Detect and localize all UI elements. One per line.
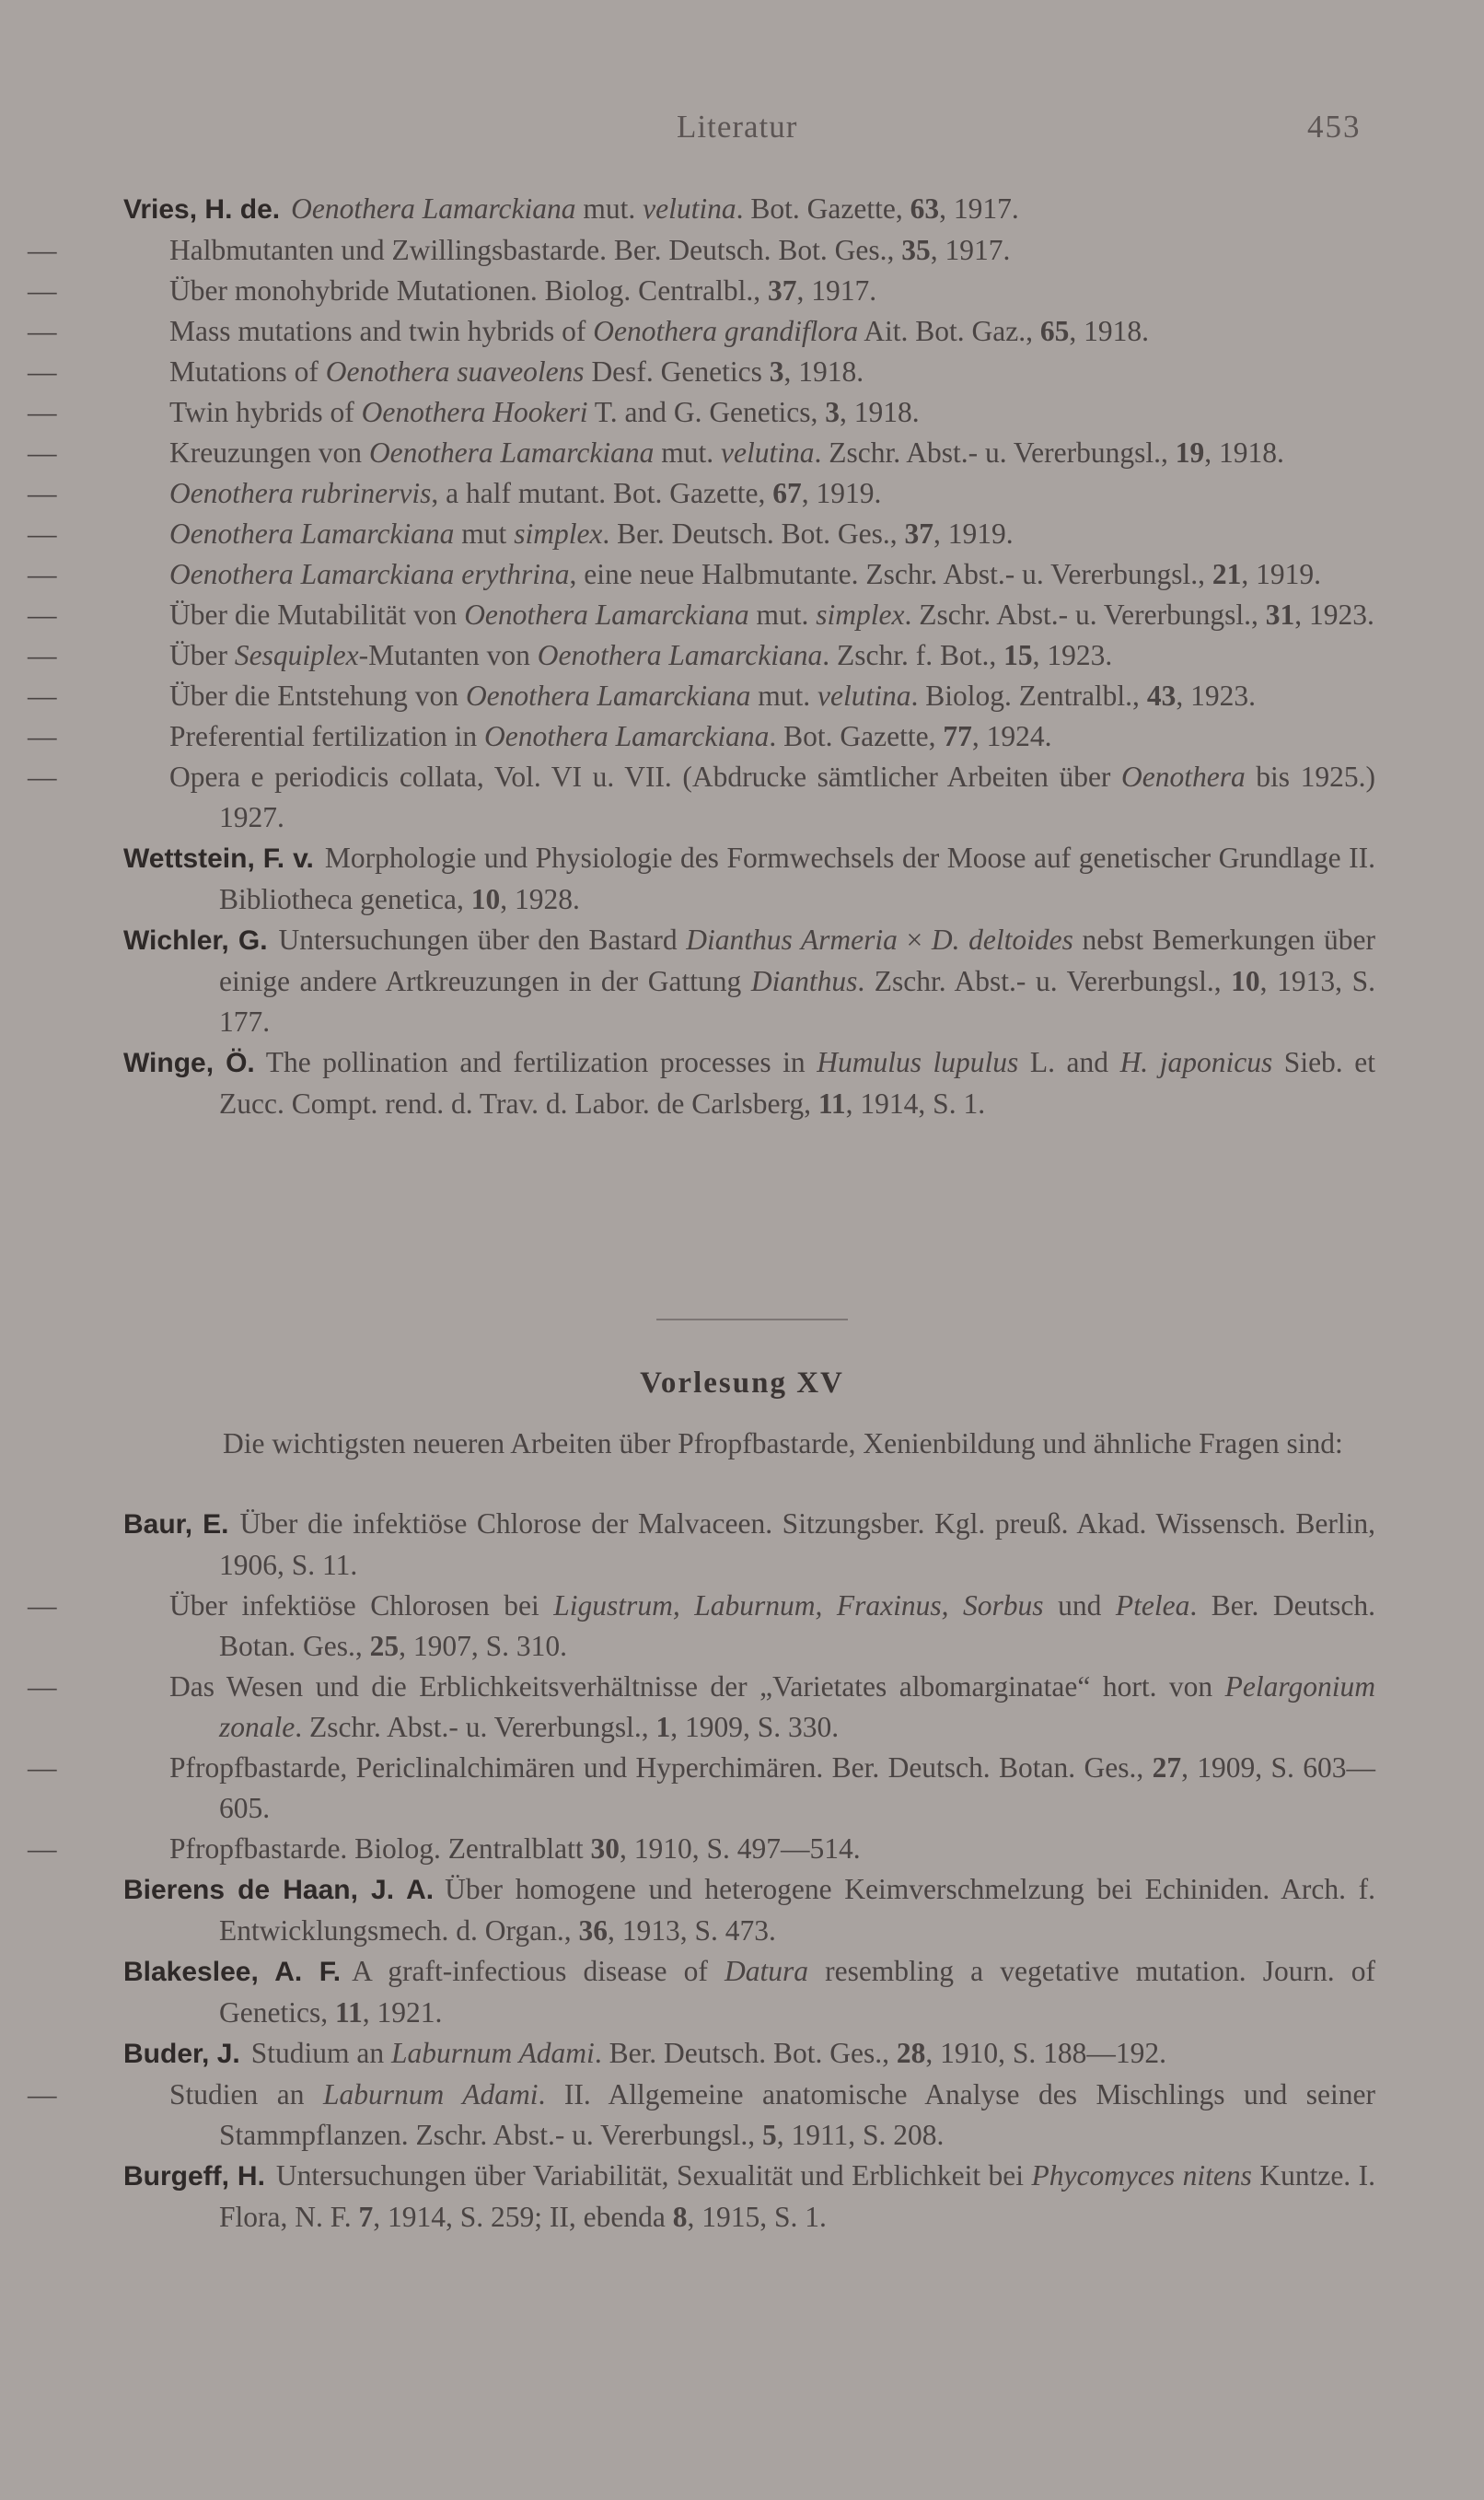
- ditto-dash: —: [28, 234, 57, 266]
- reference-entry: [28, 554, 1375, 595]
- section-divider: [656, 1319, 848, 1320]
- ditto-dash: —: [28, 436, 57, 469]
- reference-author: Blakeslee, A. F.: [123, 1957, 342, 1987]
- reference-text: Studium an Laburnum Adami. Ber. Deutsch. Bot. Ges., 28, 1910, S. 188—192.: [250, 2037, 1167, 2069]
- reference-author: Wichler, G.: [123, 925, 268, 956]
- reference-entry: [28, 676, 1375, 716]
- page-number: 453: [1307, 109, 1362, 145]
- reference-entry: [28, 1667, 1375, 1748]
- reference-author: Winge, Ö.: [123, 1048, 255, 1078]
- reference-entry: [123, 189, 1375, 230]
- reference-author: Baur, E.: [123, 1509, 229, 1540]
- ditto-dash: —: [28, 477, 57, 509]
- reference-text: Pfropfbastarde. Biolog. Zentralblatt 30, 1910, S. 497—514.: [169, 1832, 861, 1865]
- reference-entry: [123, 1504, 1375, 1586]
- reference-entry: [28, 1748, 1375, 1829]
- ditto-dash: —: [28, 639, 57, 671]
- reference-text: Über die Entstehung von Oenothera Lamarckiana mut. velutina. Biolog. Zentralbl., 43, 1923.: [169, 680, 1256, 712]
- reference-entry: [28, 2075, 1375, 2156]
- ditto-dash: —: [28, 396, 57, 428]
- reference-text: Opera e periodicis collata, Vol. VI u. VII. (Abdrucke sämtlicher Arbeiten über Oenothera bis 1925.) 1927.: [169, 761, 1376, 833]
- section-intro: Die wichtigsten neueren Arbeiten über Pfropfbastarde, Xenienbildung und ähnliche Fragen sind:: [223, 1427, 1343, 1459]
- reference-text: Über die Mutabilität von Oenothera Lamarckiana mut. simplex. Zschr. Abst.- u. Vererbungsl., 31, 1923.: [169, 599, 1374, 631]
- reference-text: Morphologie und Physiologie des Formwechsels der Moose auf genetischer Grundlage II. Bibliotheca genetica, 10, 1928.: [219, 842, 1375, 915]
- reference-author: Wettstein, F. v.: [123, 843, 314, 874]
- reference-entry: [28, 595, 1375, 635]
- bibliography-section-2: [28, 1504, 1376, 2238]
- ditto-dash: —: [28, 355, 57, 388]
- reference-entry: [28, 352, 1375, 392]
- reference-text: Pfropfbastarde, Periclinalchimären und Hyperchimären. Ber. Deutsch. Botan. Ges., 27, 1909, S. 603—605.: [169, 1751, 1375, 1824]
- reference-text: Über die infektiöse Chlorose der Malvaceen. Sitzungsber. Kgl. preuß. Akad. Wissensch. Berlin, 1906, S. 11.: [219, 1507, 1375, 1581]
- ditto-dash: —: [28, 1751, 57, 1784]
- reference-text: Mass mutations and twin hybrids of Oenothera grandiflora Ait. Bot. Gaz., 65, 1918.: [169, 315, 1149, 347]
- reference-text: Über Sesquiplex-Mutanten von Oenothera Lamarckiana. Zschr. f. Bot., 15, 1923.: [169, 639, 1113, 671]
- running-header: [0, 109, 1484, 155]
- ditto-dash: —: [28, 517, 57, 550]
- reference-entry: [123, 838, 1375, 920]
- ditto-dash: —: [28, 1670, 57, 1703]
- reference-text: Über infektiöse Chlorosen bei Ligustrum, Laburnum, Fraxinus, Sorbus und Ptelea. Ber. Deutsch. Botan. Ges., 25, 1907, S. 310.: [169, 1589, 1376, 1662]
- reference-author: Bierens de Haan, J. A.: [123, 1875, 435, 1905]
- ditto-dash: —: [28, 680, 57, 712]
- ditto-dash: —: [28, 2078, 57, 2110]
- reference-entry: [28, 1586, 1376, 1667]
- header-title: Literatur: [677, 109, 798, 145]
- reference-text: Oenothera Lamarckiana erythrina, eine neue Halbmutante. Zschr. Abst.- u. Vererbungsl., 21, 1919.: [169, 558, 1322, 590]
- reference-entry: [28, 473, 1375, 514]
- reference-entry: [123, 920, 1375, 1042]
- reference-entry: [28, 757, 1376, 838]
- ditto-dash: —: [28, 720, 57, 752]
- reference-text: Twin hybrids of Oenothera Hookeri T. and G. Genetics, 3, 1918.: [169, 396, 920, 428]
- reference-entry: [28, 271, 1375, 311]
- reference-entry: [123, 1951, 1375, 2033]
- reference-text: Kreuzungen von Oenothera Lamarckiana mut. velutina. Zschr. Abst.- u. Vererbungsl., 19, 1918.: [169, 436, 1284, 469]
- reference-entry: [28, 514, 1375, 554]
- bibliography-section-1: [28, 189, 1376, 1124]
- reference-text: Oenothera rubrinervis, a half mutant. Bot. Gazette, 67, 1919.: [169, 477, 882, 509]
- reference-text: Über monohybride Mutationen. Biolog. Centralbl., 37, 1917.: [169, 274, 877, 307]
- reference-author: Buder, J.: [123, 2039, 240, 2069]
- reference-text: The pollination and fertilization processes in Humulus lupulus L. and H. japonicus Sieb. et Zucc. Compt. rend. d. Trav. d. Labor. de Carlsberg, 11, 1914, S. 1.: [219, 1046, 1375, 1120]
- ditto-dash: —: [28, 558, 57, 590]
- reference-text: Über homogene und heterogene Keimverschmelzung bei Echiniden. Arch. f. Entwicklungsmech. d. Organ., 36, 1913, S. 473.: [219, 1873, 1375, 1947]
- reference-text: Untersuchungen über den Bastard Dianthus Armeria × D. deltoides nebst Bemerkungen über einige andere Artkreuzungen in der Gattung Dianthus. Zschr. Abst.- u. Vererbungsl., 10, 1913, S. 177.: [219, 924, 1375, 1038]
- reference-text: A graft-infectious disease of Datura resembling a vegetative mutation. Journ. of Genetics, 11, 1921.: [219, 1955, 1375, 2029]
- reference-entry: [123, 2156, 1375, 2238]
- reference-text: Halbmutanten und Zwillingsbastarde. Ber. Deutsch. Bot. Ges., 35, 1917.: [169, 234, 1011, 266]
- reference-text: Untersuchungen über Variabilität, Sexualität und Erblichkeit bei Phycomyces nitens Kuntze. I. Flora, N. F. 7, 1914, S. 259; II, ebenda 8, 1915, S. 1.: [219, 2159, 1376, 2233]
- reference-text: Mutations of Oenothera suaveolens Desf. Genetics 3, 1918.: [169, 355, 864, 388]
- ditto-dash: —: [28, 315, 57, 347]
- reference-text: Studien an Laburnum Adami. II. Allgemeine anatomische Analyse des Mischlings und seiner Stammpflanzen. Zschr. Abst.- u. Vererbungsl., 5, 1911, S. 208.: [169, 2078, 1375, 2151]
- ditto-dash: —: [28, 1589, 57, 1622]
- reference-text: Das Wesen und die Erblichkeitsverhältnisse der „Varietates albomarginatae“ hort. von Pelargonium zonale. Zschr. Abst.- u. Vererbungsl., 1, 1909, S. 330.: [169, 1670, 1375, 1743]
- reference-entry: [28, 392, 1375, 433]
- ditto-dash: —: [28, 1832, 57, 1865]
- ditto-dash: —: [28, 761, 57, 793]
- reference-text: Oenothera Lamarckiana mut. velutina. Bot. Gazette, 63, 1917.: [291, 192, 1019, 225]
- reference-entry: [28, 635, 1375, 676]
- reference-author: Burgeff, H.: [123, 2161, 265, 2192]
- reference-text: Oenothera Lamarckiana mut simplex. Ber. Deutsch. Bot. Ges., 37, 1919.: [169, 517, 1014, 550]
- reference-author: Vries, H. de.: [123, 194, 281, 225]
- reference-entry: [28, 433, 1375, 473]
- section-title: Vorlesung XV: [640, 1366, 844, 1400]
- reference-entry: [123, 2033, 1375, 2075]
- reference-text: Preferential fertilization in Oenothera Lamarckiana. Bot. Gazette, 77, 1924.: [169, 720, 1052, 752]
- ditto-dash: —: [28, 599, 57, 631]
- reference-entry: [28, 1829, 1375, 1869]
- reference-entry: [123, 1042, 1375, 1124]
- reference-entry: [28, 230, 1375, 271]
- ditto-dash: —: [28, 274, 57, 307]
- reference-entry: [28, 716, 1375, 757]
- reference-entry: [123, 1869, 1375, 1951]
- reference-entry: [28, 311, 1375, 352]
